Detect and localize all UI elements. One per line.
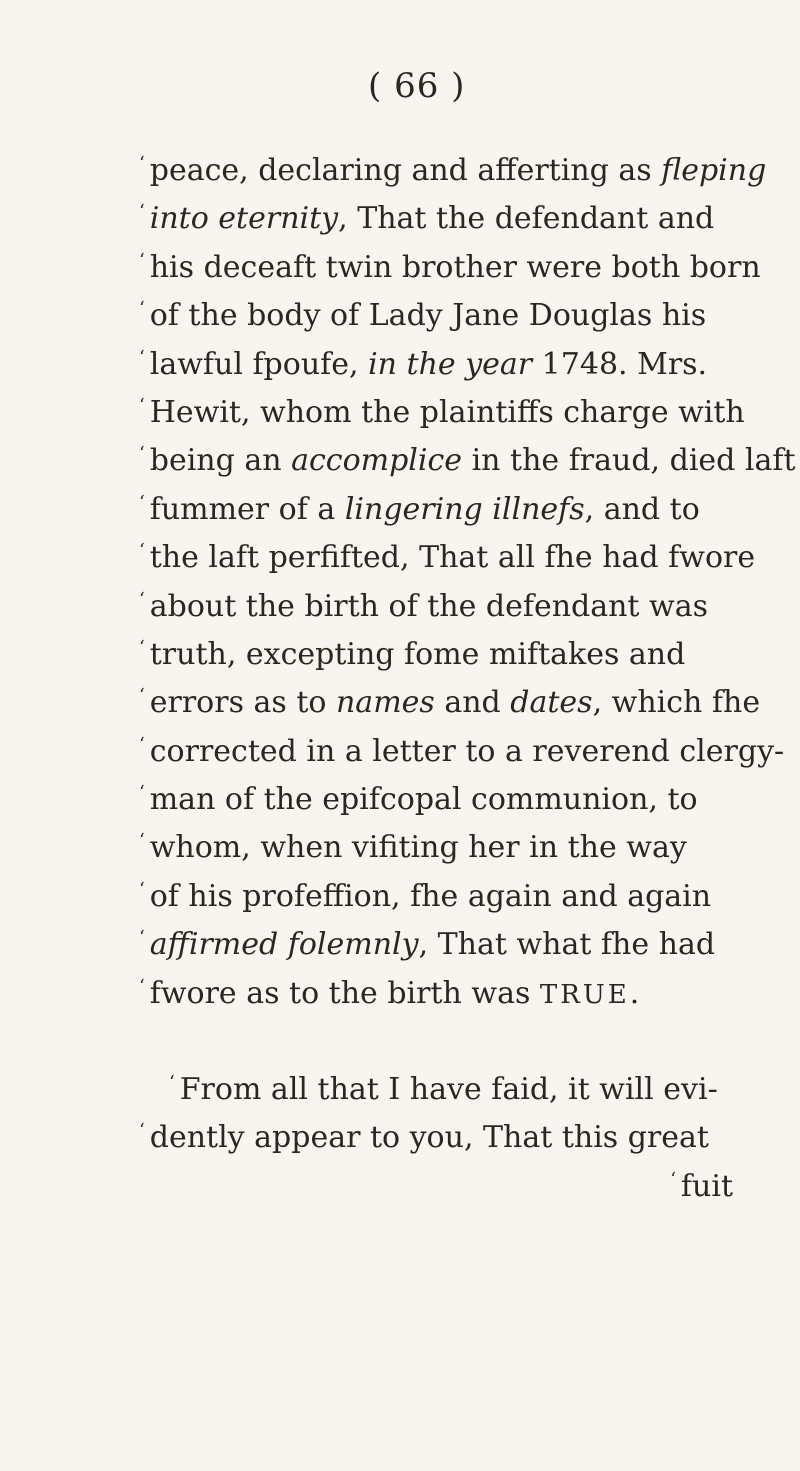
line-text: dently appear to you, That this great — [149, 1120, 709, 1156]
quote-mark: ‘ — [139, 491, 145, 513]
line-text-italic: lingering illnefs — [344, 491, 585, 527]
line-text: , That what fhe had — [418, 927, 716, 963]
quote-mark: ‘ — [139, 346, 145, 368]
text-line — [139, 527, 756, 576]
line-text-italic: accomplice — [291, 443, 463, 479]
line-text: the laft perfifted, That all fhe had fwore — [149, 540, 756, 576]
line-text: . — [629, 975, 640, 1011]
line-text: of his profeffion, fhe again and again — [149, 878, 712, 914]
text-line — [139, 285, 739, 333]
quote-mark: ‘ — [139, 153, 145, 174]
line-text-italic: into eternity — [149, 201, 339, 237]
line-text: corrected in a letter to a reverend clergy- — [149, 733, 785, 769]
line-text: lawful fpoufe, — [149, 346, 369, 382]
quote-mark: ‘ — [139, 782, 145, 804]
line-text-small-caps: TRUE — [539, 979, 630, 1010]
quote-mark: ‘ — [139, 443, 145, 465]
text-line — [139, 769, 739, 817]
text-line — [139, 430, 796, 479]
catchword: fuit — [680, 1168, 733, 1204]
line-text: , and to — [584, 491, 700, 527]
text-line — [139, 1059, 739, 1107]
line-text-italic: fleping — [661, 153, 767, 188]
line-text: being an — [149, 443, 292, 479]
text-line — [139, 866, 739, 914]
quote-mark: ‘ — [139, 298, 145, 320]
line-text: errors as to — [149, 685, 336, 721]
line-text: , which fhe — [592, 685, 761, 721]
line-text: , That the defendant and — [338, 201, 715, 237]
line-text: truth, excepting fome miftakes and — [149, 636, 686, 672]
line-text-italic: affirmed folemnly — [149, 927, 419, 963]
quote-mark: ‘ — [139, 588, 145, 610]
text-line — [139, 624, 739, 672]
text-line — [139, 817, 739, 865]
line-text-italic: names — [335, 685, 435, 721]
body-text — [139, 140, 796, 1204]
line-text: and — [434, 685, 511, 721]
quote-mark: ‘ — [139, 249, 145, 271]
text-line — [139, 188, 739, 236]
quote-mark: ‘ — [139, 540, 145, 562]
quote-mark: ‘ — [139, 1120, 145, 1142]
quote-mark: ‘ — [139, 733, 145, 755]
line-text: man of the epifcopal communion, to — [149, 782, 698, 818]
quote-mark: ‘ — [139, 975, 145, 997]
line-text: 1748. Mrs. — [532, 346, 708, 382]
text-line — [139, 914, 739, 962]
text-line — [139, 672, 761, 721]
line-text: peace, declaring and afferting as — [149, 153, 662, 188]
quote-mark: ‘ — [139, 636, 145, 658]
text-line — [139, 382, 745, 430]
line-text: Hewit, whom the plaintiffs charge with — [149, 394, 745, 430]
text-line — [139, 140, 767, 188]
text-line — [139, 479, 739, 527]
quote-mark: ‘ — [139, 830, 145, 852]
text-line — [139, 334, 739, 382]
line-text: about the birth of the defendant was — [149, 588, 708, 624]
line-text: fwore as to the birth was — [149, 975, 540, 1011]
text-line — [139, 963, 739, 1011]
text-line — [139, 237, 761, 285]
quote-mark: ‘ — [139, 878, 145, 900]
quote-mark: ‘ — [139, 394, 145, 416]
line-text: of the body of Lady Jane Douglas his — [149, 298, 707, 334]
text-line — [139, 1107, 739, 1155]
catchword-line — [139, 1156, 739, 1204]
quote-mark: ‘ — [169, 1072, 175, 1094]
line-text-italic: in the year — [368, 346, 533, 382]
quote-mark: ‘ — [670, 1168, 676, 1190]
quote-mark: ‘ — [139, 927, 145, 949]
line-text: From all that I have faid, it will evi- — [179, 1072, 718, 1108]
quote-mark: ‘ — [139, 685, 145, 707]
page-number: ( 66 ) — [368, 66, 466, 106]
text-line — [139, 576, 739, 624]
line-text-italic: dates — [510, 685, 593, 721]
line-text: in the fraud, died laft — [462, 443, 796, 479]
paragraph-gap — [139, 1011, 739, 1059]
line-text: whom, when vifiting her in the way — [149, 830, 687, 866]
line-text: his deceaft twin brother were both born — [149, 249, 761, 285]
line-text: fummer of a — [149, 491, 345, 527]
text-line — [139, 721, 785, 769]
quote-mark: ‘ — [139, 201, 145, 223]
